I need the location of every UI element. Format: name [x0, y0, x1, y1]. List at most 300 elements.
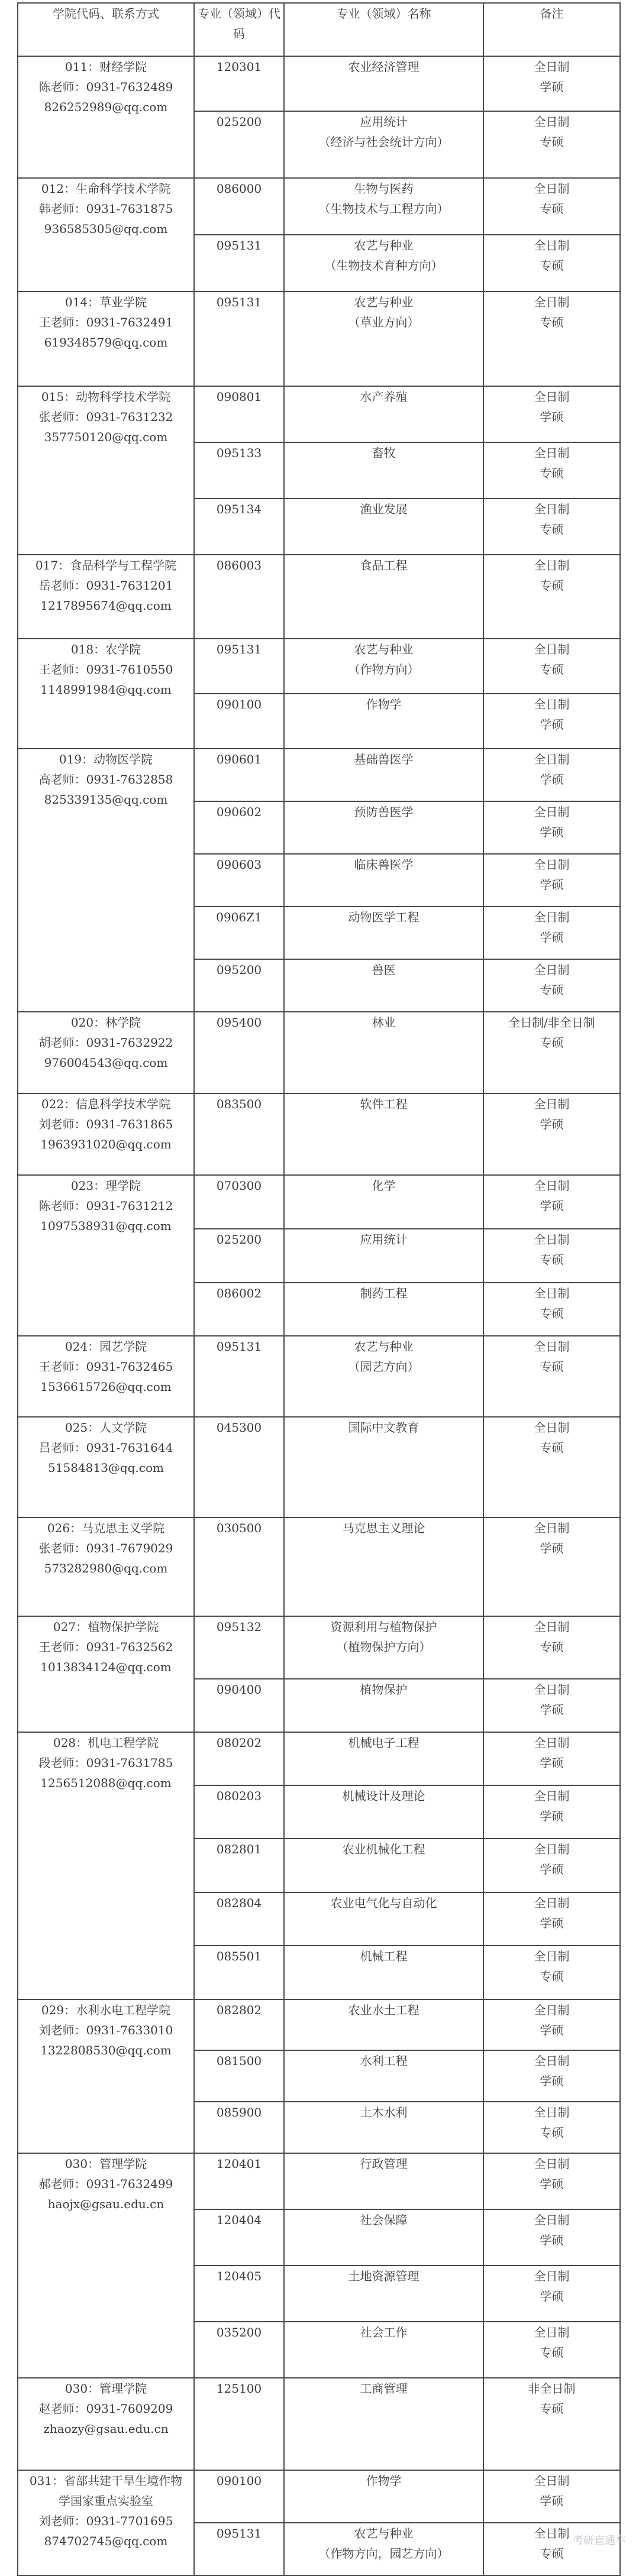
note-cell — [483, 1417, 620, 1517]
major-name-cell — [284, 2470, 483, 2523]
major-name-cell — [284, 1946, 483, 1999]
major-code-cell: 095200 — [194, 959, 284, 1012]
major-name-line: 植物保护 — [360, 1682, 408, 1697]
college-contact-cell — [18, 1616, 194, 1732]
college-contact-line: 976004543@qq.com — [44, 1056, 168, 1070]
major-code-cell: 030500 — [194, 1517, 284, 1616]
major-name-cell — [284, 111, 483, 178]
major-name-cell — [284, 854, 483, 907]
note-cell — [483, 235, 620, 292]
major-code-cell: 090400 — [194, 1679, 284, 1732]
note-line: 学硕 — [540, 2494, 564, 2508]
major-name-cell — [284, 1616, 483, 1679]
note-line: 全日制 — [534, 642, 570, 656]
note-cell — [483, 1732, 620, 1785]
note-line: 全日制 — [534, 115, 570, 129]
note-line: 全日制 — [534, 60, 570, 74]
note-line: 专硕 — [540, 1640, 564, 1654]
college-contact-line: 357750120@qq.com — [44, 430, 168, 444]
note-line: 全日制 — [534, 1420, 570, 1435]
college-contact-line: 陈老师：0931-7632489 — [38, 80, 173, 94]
major-name-line: （作物方向） — [348, 662, 419, 677]
note-cell — [483, 2322, 620, 2378]
major-name-cell — [284, 2378, 483, 2470]
note-cell — [483, 694, 620, 749]
major-code-cell: 085501 — [194, 1946, 284, 1999]
note-line: 学硕 — [540, 2233, 564, 2247]
note-cell — [483, 1679, 620, 1732]
note-line: 全日制 — [534, 805, 570, 819]
table-row — [18, 56, 620, 111]
major-code-cell: 095131 — [194, 235, 284, 292]
major-code-cell: 090603 — [194, 854, 284, 907]
major-code-cell: 120401 — [194, 2153, 284, 2209]
note-line: 全日制 — [534, 697, 570, 711]
note-line: 全日制 — [534, 1842, 570, 1856]
major-name-cell — [284, 694, 483, 749]
table-row — [18, 178, 620, 235]
college-contact-cell — [18, 555, 194, 639]
major-name-line: 农业电气化与自动化 — [330, 1896, 437, 1910]
major-name-line: 农艺与种业 — [354, 642, 414, 656]
major-name-line: 社会工作 — [360, 2325, 408, 2339]
college-contact-cell — [18, 1517, 194, 1616]
note-line: 全日制 — [534, 857, 570, 872]
major-name-cell — [284, 1679, 483, 1732]
major-name-line: 林业 — [372, 1015, 396, 1030]
table-body — [18, 56, 620, 2575]
admission-table — [17, 2, 621, 2576]
college-contact-line: 1963931020@qq.com — [40, 1137, 172, 1151]
college-contact-line: 025：人文学院 — [64, 1420, 147, 1435]
major-name-line: （草业方向） — [348, 315, 419, 329]
note-line: 全日制 — [534, 2325, 570, 2339]
major-code-cell: 0906Z1 — [194, 907, 284, 959]
college-contact-line: 011：财经学院 — [64, 60, 147, 74]
major-code-cell: 025200 — [194, 1229, 284, 1283]
college-contact-line: 026：马克思主义学院 — [47, 1521, 165, 1535]
major-name-cell — [284, 56, 483, 111]
major-name-line: 化学 — [372, 1179, 396, 1193]
major-code-cell: 120405 — [194, 2266, 284, 2322]
major-code-cell: 090801 — [194, 386, 284, 442]
major-name-cell — [284, 2523, 483, 2575]
major-name-line: 兽医 — [372, 963, 396, 977]
major-code-cell: 085900 — [194, 2102, 284, 2153]
major-name-line: 作物学 — [366, 2474, 402, 2488]
major-code-cell: 120301 — [194, 56, 284, 111]
table-row — [18, 1012, 620, 1093]
college-contact-line: 031：省部共建干旱生境作物 — [29, 2474, 183, 2488]
note-line: 专硕 — [540, 135, 564, 149]
major-code-cell: 095131 — [194, 1336, 284, 1417]
note-line: 全日制 — [534, 2213, 570, 2227]
college-contact-line: 郝老师：0931-7632499 — [38, 2177, 173, 2191]
note-line: 专硕 — [540, 202, 564, 216]
note-line: 全日制 — [534, 1179, 570, 1193]
note-cell — [483, 1946, 620, 1999]
college-contact-cell — [18, 178, 194, 292]
college-contact-line: 胡老师：0931-7632922 — [38, 1035, 173, 1050]
college-contact-cell — [18, 1093, 194, 1175]
note-line: 专硕 — [540, 2345, 564, 2360]
college-contact-line: 1217895674@qq.com — [40, 598, 172, 613]
major-name-line: （经济与社会统计方向） — [318, 135, 449, 149]
major-name-line: 土地资源管理 — [348, 2269, 419, 2283]
note-line: 全日制 — [534, 963, 570, 977]
major-name-line: 水产养殖 — [360, 390, 408, 404]
major-code-cell: 095131 — [194, 292, 284, 386]
college-contact-line: 岳老师：0931-7631201 — [38, 578, 173, 593]
major-code-cell: 095133 — [194, 442, 284, 499]
college-contact-cell — [18, 1417, 194, 1517]
college-contact-line: 936585305@qq.com — [44, 222, 168, 236]
note-line: 学硕 — [540, 1541, 564, 1555]
note-line: 全日制 — [534, 238, 570, 253]
college-contact-cell — [18, 386, 194, 555]
note-cell — [483, 1839, 620, 1892]
major-name-line: 资源利用与植物保护 — [330, 1620, 437, 1634]
major-name-line: （作物方向，园艺方向） — [318, 2546, 449, 2561]
college-contact-line: 张老师：0931-7679029 — [38, 1541, 173, 1555]
note-line: 专硕 — [540, 1306, 564, 1321]
table-row — [18, 1336, 620, 1417]
major-name-cell — [284, 801, 483, 854]
college-contact-line: 1256512088@qq.com — [40, 1776, 172, 1790]
table-row — [18, 2470, 620, 2523]
major-name-cell — [284, 1417, 483, 1517]
college-contact-line: 826252989@qq.com — [44, 100, 168, 114]
header-row — [18, 3, 620, 56]
major-name-cell — [284, 1517, 483, 1616]
note-line: 专硕 — [540, 578, 564, 593]
header-major: 专业（领域）名称 — [284, 3, 483, 56]
major-code-cell: 090602 — [194, 801, 284, 854]
note-cell — [483, 2102, 620, 2153]
note-line: 全日制 — [534, 502, 570, 516]
major-name-cell — [284, 178, 483, 235]
college-contact-cell — [18, 2470, 194, 2575]
note-cell — [483, 1175, 620, 1229]
college-contact-line: 023：理学院 — [70, 1179, 141, 1193]
college-contact-line: 1013834124@qq.com — [40, 1660, 172, 1674]
note-line: 全日制 — [534, 1232, 570, 1247]
note-cell — [483, 2470, 620, 2523]
note-cell — [483, 907, 620, 959]
college-contact-line: 1148991984@qq.com — [40, 682, 172, 697]
major-name-cell — [284, 1012, 483, 1093]
college-contact-cell — [18, 1336, 194, 1417]
major-name-line: 生物与医药 — [354, 182, 414, 196]
note-line: 专硕 — [540, 983, 564, 997]
table-row — [18, 386, 620, 442]
college-contact-cell — [18, 1175, 194, 1336]
note-line: 专硕 — [540, 315, 564, 329]
major-code-cell: 095132 — [194, 1616, 284, 1679]
major-name-line: 应用统计 — [360, 115, 408, 129]
header-college: 学院代码、联系方式 — [18, 3, 194, 56]
note-line: 全日制 — [534, 1682, 570, 1697]
major-name-cell — [284, 2322, 483, 2378]
major-name-line: 制药工程 — [360, 1286, 408, 1300]
major-name-line: 基础兽医学 — [354, 752, 414, 766]
major-name-line: 农艺与种业 — [354, 295, 414, 309]
header-note: 备注 — [483, 3, 620, 56]
college-contact-line: 高老师：0931-7632858 — [38, 772, 173, 787]
note-line: 专硕 — [540, 1035, 564, 1050]
major-name-line: 马克思主义理论 — [342, 1521, 425, 1535]
college-contact-line: 王老师：0931-7632491 — [38, 315, 173, 329]
college-contact-line: 825339135@qq.com — [44, 792, 168, 807]
note-line: 全日制 — [534, 2474, 570, 2488]
major-code-cell: 035200 — [194, 2322, 284, 2378]
note-line: 专硕 — [540, 1441, 564, 1455]
note-line: 全日制 — [534, 1339, 570, 1354]
note-line: 全日制 — [534, 2526, 570, 2541]
college-contact-cell — [18, 749, 194, 1012]
note-cell — [483, 1283, 620, 1336]
table-row — [18, 1093, 620, 1175]
college-contact-line: 017：食品科学与工程学院 — [35, 558, 177, 572]
note-cell — [483, 442, 620, 499]
college-contact-line: 027：植物保护学院 — [53, 1620, 159, 1634]
college-contact-cell — [18, 1012, 194, 1093]
table-row — [18, 1417, 620, 1517]
note-cell — [483, 1616, 620, 1679]
note-cell — [483, 1892, 620, 1946]
note-line: 学硕 — [540, 1916, 564, 1930]
note-line: 学硕 — [540, 80, 564, 94]
note-cell — [483, 178, 620, 235]
college-contact-cell — [18, 2378, 194, 2470]
major-name-cell — [284, 2209, 483, 2266]
major-code-cell: 086002 — [194, 1283, 284, 1336]
note-line: 学硕 — [540, 1756, 564, 1770]
major-name-line: 渔业发展 — [360, 502, 408, 516]
note-line: 专硕 — [540, 1360, 564, 1374]
college-contact-line: 018：农学院 — [70, 642, 141, 656]
table-row — [18, 1175, 620, 1229]
note-cell — [483, 499, 620, 555]
note-cell — [483, 1785, 620, 1839]
major-code-cell: 095134 — [194, 499, 284, 555]
major-name-line: 行政管理 — [360, 2157, 408, 2171]
note-cell — [483, 959, 620, 1012]
note-line: 专硕 — [540, 2402, 564, 2416]
note-line: 专硕 — [540, 2125, 564, 2140]
note-line: 专硕 — [540, 1969, 564, 1983]
major-code-cell: 095131 — [194, 639, 284, 694]
major-name-line: 水利工程 — [360, 2054, 408, 2068]
major-code-cell: 090100 — [194, 694, 284, 749]
major-name-cell — [284, 1839, 483, 1892]
note-cell — [483, 639, 620, 694]
college-contact-cell — [18, 56, 194, 178]
major-name-line: 作物学 — [366, 697, 402, 711]
note-cell — [483, 1093, 620, 1175]
note-line: 全日制 — [534, 2269, 570, 2283]
college-contact-cell — [18, 639, 194, 749]
major-code-cell: 045300 — [194, 1417, 284, 1517]
college-contact-cell — [18, 292, 194, 386]
major-name-cell — [284, 2050, 483, 2102]
table-row — [18, 2378, 620, 2470]
note-line: 全日制 — [534, 1620, 570, 1634]
major-name-cell — [284, 499, 483, 555]
major-code-cell: 082802 — [194, 1999, 284, 2050]
major-name-line: 农业水土工程 — [348, 2003, 419, 2017]
major-name-cell — [284, 555, 483, 639]
major-code-cell: 082801 — [194, 1839, 284, 1892]
note-line: 专硕 — [540, 662, 564, 677]
major-name-line: （生物技术育种方向） — [324, 258, 443, 273]
major-name-line: 机械设计及理论 — [342, 1789, 425, 1803]
college-contact-line: 029：水利水电工程学院 — [41, 2003, 171, 2017]
note-cell — [483, 2209, 620, 2266]
major-name-cell — [284, 1336, 483, 1417]
college-contact-line: 王老师：0931-7632465 — [38, 1360, 173, 1374]
major-name-cell — [284, 442, 483, 499]
college-contact-line: zhaozy@gsau.edu.cn — [43, 2422, 169, 2436]
table-row — [18, 1732, 620, 1785]
college-contact-line: 619348579@qq.com — [44, 335, 168, 349]
major-code-cell: 082804 — [194, 1892, 284, 1946]
major-name-line: 社会保障 — [360, 2213, 408, 2227]
note-line: 全日制 — [534, 2105, 570, 2119]
major-name-line: 预防兽医学 — [354, 805, 414, 819]
major-name-line: （园艺方向） — [348, 1360, 419, 1374]
college-contact-line: 王老师：0931-7610550 — [38, 662, 173, 677]
note-line: 学硕 — [540, 930, 564, 944]
note-line: 全日制 — [534, 2157, 570, 2171]
major-code-cell: 090100 — [194, 2470, 284, 2523]
table-row — [18, 749, 620, 801]
major-name-cell — [284, 2153, 483, 2209]
major-code-cell: 080203 — [194, 1785, 284, 1839]
major-name-line: 工商管理 — [360, 2381, 408, 2396]
note-line: 全日制 — [534, 558, 570, 572]
note-line: 全日制 — [534, 1896, 570, 1910]
college-contact-line: 1536615726@qq.com — [40, 1380, 172, 1394]
note-cell — [483, 2523, 620, 2575]
note-cell — [483, 1012, 620, 1093]
major-name-cell — [284, 235, 483, 292]
note-line: 专硕 — [540, 2546, 564, 2561]
major-code-cell: 080202 — [194, 1732, 284, 1785]
major-code-cell: 025200 — [194, 111, 284, 178]
note-cell — [483, 111, 620, 178]
major-name-line: 国际中文教育 — [348, 1420, 419, 1435]
table-row — [18, 292, 620, 386]
note-line: 学硕 — [540, 1703, 564, 1717]
note-line: 全日制 — [534, 910, 570, 924]
major-name-cell — [284, 1283, 483, 1336]
major-name-cell — [284, 959, 483, 1012]
major-name-line: 临床兽医学 — [354, 857, 414, 872]
note-cell — [483, 1229, 620, 1283]
note-cell — [483, 1336, 620, 1417]
note-line: 学硕 — [540, 1809, 564, 1823]
note-line: 全日制 — [534, 295, 570, 309]
note-cell — [483, 56, 620, 111]
college-contact-line: 1322808530@qq.com — [40, 2043, 172, 2057]
note-cell — [483, 386, 620, 442]
note-cell — [483, 2050, 620, 2102]
note-line: 专硕 — [540, 258, 564, 273]
college-contact-line: 030：管理学院 — [64, 2381, 147, 2396]
major-code-cell: 086003 — [194, 555, 284, 639]
note-line: 全日制 — [534, 446, 570, 460]
college-contact-line: 段老师：0931-7631785 — [38, 1756, 173, 1770]
college-contact-line: 张老师：0931-7631232 — [38, 410, 173, 424]
major-name-cell — [284, 1999, 483, 2050]
college-contact-line: 赵老师：0931-7609209 — [38, 2402, 173, 2416]
major-name-cell — [284, 907, 483, 959]
major-name-line: 农艺与种业 — [354, 238, 414, 253]
note-cell — [483, 2378, 620, 2470]
major-code-cell: 090601 — [194, 749, 284, 801]
major-name-cell — [284, 1229, 483, 1283]
note-cell — [483, 801, 620, 854]
major-name-line: 食品工程 — [360, 558, 408, 572]
table-row — [18, 1616, 620, 1679]
note-line: 学硕 — [540, 772, 564, 787]
major-code-cell: 125100 — [194, 2378, 284, 2470]
note-line: 全日制 — [534, 2054, 570, 2068]
watermark: 考研直通车 — [573, 2535, 626, 2547]
note-line: 专硕 — [540, 466, 564, 480]
note-line: 学硕 — [540, 1862, 564, 1876]
major-code-cell: 120404 — [194, 2209, 284, 2266]
note-line: 学硕 — [540, 2289, 564, 2303]
college-contact-line: 014：草业学院 — [64, 295, 147, 309]
major-code-cell: 083500 — [194, 1093, 284, 1175]
college-contact-line: 王老师：0931-7632562 — [38, 1640, 173, 1654]
major-name-line: （植物保护方向） — [336, 1640, 431, 1654]
college-contact-cell — [18, 1732, 194, 1999]
major-code-cell: 095131 — [194, 2523, 284, 2575]
college-contact-line: 874702745@qq.com — [44, 2534, 168, 2548]
note-line: 学硕 — [540, 825, 564, 839]
college-contact-cell — [18, 2153, 194, 2378]
college-contact-line: haojx@gsau.edu.cn — [47, 2197, 164, 2211]
major-name-cell — [284, 1093, 483, 1175]
note-line: 学硕 — [540, 717, 564, 732]
college-contact-line: 吕老师：0931-7631644 — [38, 1441, 173, 1455]
note-line: 全日制 — [534, 182, 570, 196]
major-name-cell — [284, 749, 483, 801]
major-name-cell — [284, 1785, 483, 1839]
major-name-line: 软件工程 — [360, 1097, 408, 1111]
major-name-line: 农业机械化工程 — [342, 1842, 425, 1856]
major-name-line: 机械电子工程 — [348, 1736, 419, 1750]
note-line: 全日制 — [534, 390, 570, 404]
college-contact-line: 024：园艺学院 — [64, 1339, 147, 1354]
major-name-line: 农艺与种业 — [354, 2526, 414, 2541]
college-contact-line: 022：信息科学技术学院 — [41, 1097, 171, 1111]
major-name-cell — [284, 2266, 483, 2322]
table-row — [18, 639, 620, 694]
note-line: 全日制/非全日制 — [508, 1015, 595, 1030]
note-line: 全日制 — [534, 1736, 570, 1750]
major-name-cell — [284, 386, 483, 442]
college-contact-line: 012：生命科学技术学院 — [41, 182, 171, 196]
note-line: 全日制 — [534, 1097, 570, 1111]
college-contact-line: 韩老师：0931-7631875 — [38, 202, 173, 216]
note-line: 非全日制 — [528, 2381, 576, 2396]
college-contact-line: 51584813@qq.com — [48, 1461, 164, 1475]
note-line: 全日制 — [534, 2003, 570, 2017]
